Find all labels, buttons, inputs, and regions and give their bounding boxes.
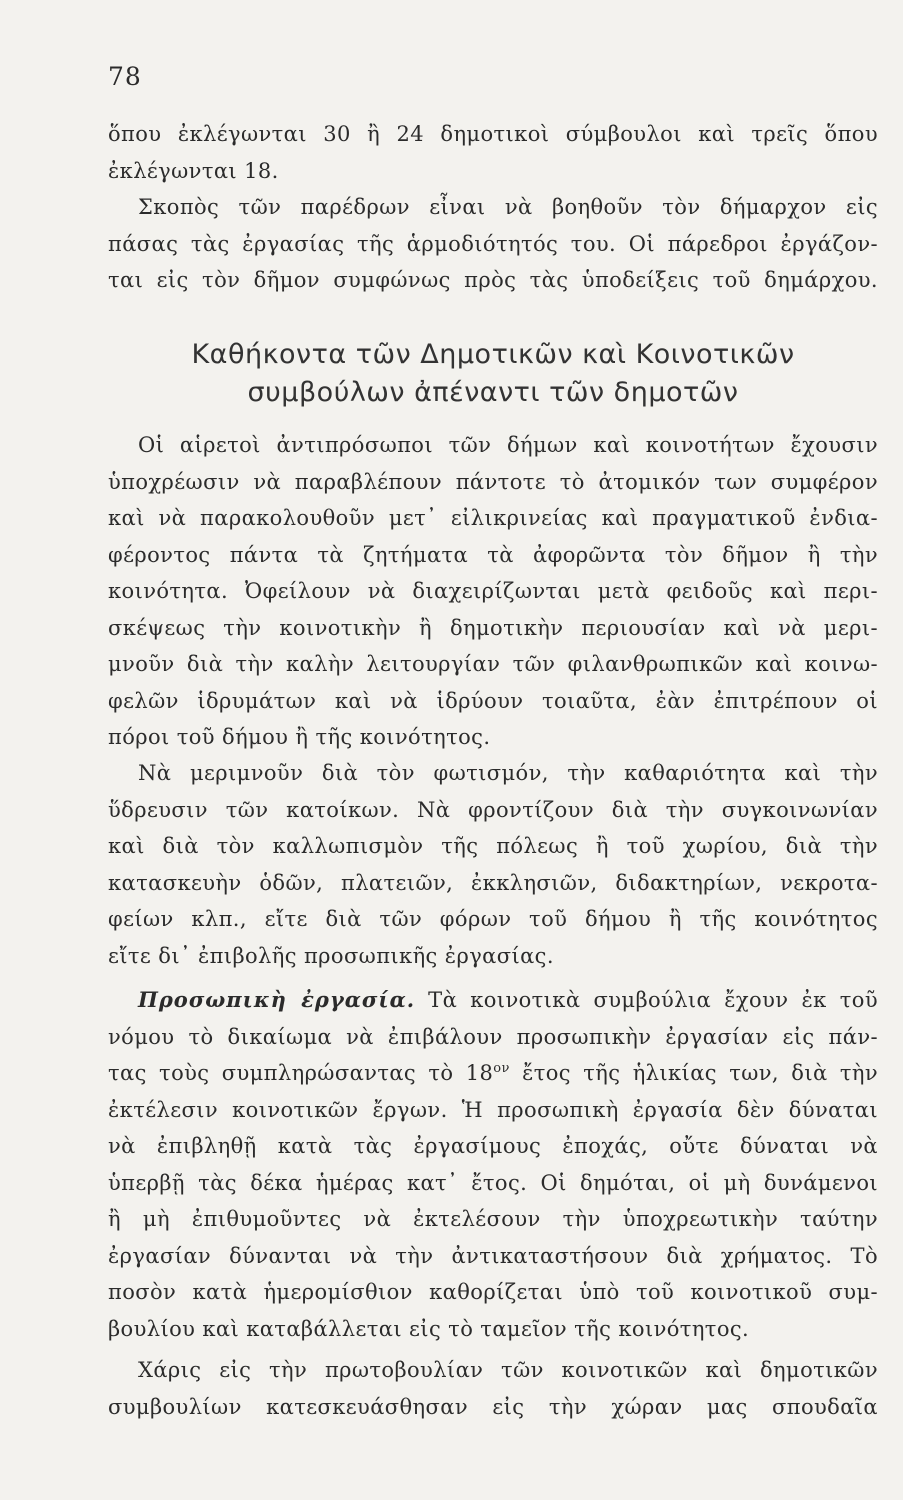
- text-line: ἐκλέγωνται 18.: [108, 158, 279, 183]
- text-line: ται εἰς τὸν δῆμον συμφώνως πρὸς τὰς ὑποδείξεις τοῦ δημάρχου.: [108, 268, 878, 292]
- text-line: φελῶν ἱδρυμάτων καὶ νὰ ἱδρύουν τοιαῦτα, ἐὰν ἐπιτρέπουν οἱ: [108, 688, 878, 713]
- heading-line: συμβούλων ἀπέναντι τῶν δημοτῶν: [247, 377, 739, 408]
- text-line: Νὰ μεριμνοῦν διὰ τὸν φωτισμόν, τὴν καθαριότητα καὶ τὴν: [138, 761, 878, 785]
- text-line: πάσας τὰς ἐργασίας τῆς ἁρμοδιότητός του. Οἱ πάρεδροι ἐργάζον-: [108, 231, 878, 256]
- page-number: 78: [108, 62, 142, 91]
- text-line: ἐκτέλεσιν κοινοτικῶν ἔργων. Ἡ προσωπικὴ ἐργασία δὲν δύναται: [108, 1097, 878, 1122]
- text-line: φέροντος πάντα τὰ ζητήματα τὰ ἀφορῶντα τὸν δῆμον ἢ τὴν: [108, 542, 878, 567]
- text-fragment: τας τοὺς συμπληρώσαντας τὸ 18: [108, 1061, 494, 1085]
- text-fragment: ἔτος τῆς ἡλικίας των, διὰ τὴν: [522, 1061, 879, 1085]
- section-heading: [108, 336, 878, 412]
- paragraph-parhedroi: [108, 189, 878, 299]
- text-line: συμβουλίων κατεσκευάσθησαν εἰς τὴν χώραν μας σπουδαῖα: [108, 1394, 878, 1419]
- inline-title: Προσωπικὴ ἐργασία.: [138, 987, 416, 1012]
- text-line: εἴτε δι᾿ ἐπιβολῆς προσωπικῆς ἐργασίας.: [108, 943, 554, 968]
- text-line: σκέψεως τὴν κοινοτικὴν ἢ δημοτικὴν περιουσίαν καὶ νὰ μερι-: [108, 615, 878, 640]
- text-line: ὅπου ἐκλέγωνται 30 ἢ 24 δημοτικοὶ σύμβουλοι καὶ τρεῖς ὅπου: [108, 122, 878, 146]
- text-line: Οἱ αἱρετοὶ ἀντιπρόσωποι τῶν δήμων καὶ κοινοτήτων ἔχουσιν: [138, 433, 878, 457]
- paragraph-thanks: [108, 1352, 878, 1425]
- text-line: νόμου τὸ δικαίωμα νὰ ἐπιβάλουν προσωπικὴν ἐργασίαν εἰς πάν-: [108, 1024, 878, 1049]
- paragraph-care: [108, 755, 878, 974]
- paragraph-intro: [108, 116, 878, 189]
- text-line: βουλίου καὶ καταβάλλεται εἰς τὸ ταμεῖον τῆς κοινότητος.: [108, 1316, 750, 1341]
- text-line: [108, 1055, 878, 1092]
- text-line: καὶ διὰ τὸν καλλωπισμὸν τῆς πόλεως ἢ τοῦ χωρίου, διὰ τὴν: [108, 834, 878, 858]
- paragraph-personal-labor: [108, 982, 878, 1347]
- text-line: ἐργασίαν δύνανται νὰ τὴν ἀντικαταστήσουν διὰ χρήματος. Τὸ: [108, 1243, 878, 1268]
- text-line: νὰ ἐπιβληθῇ κατὰ τὰς ἐργασίμους ἐποχάς, οὔτε δύναται νὰ: [108, 1134, 878, 1158]
- text-line: πόροι τοῦ δήμου ἢ τῆς κοινότητος.: [108, 725, 491, 749]
- text-line: Σκοπὸς τῶν παρέδρων εἶναι νὰ βοηθοῦν τὸν δήμαρχον εἰς: [138, 195, 878, 219]
- text-line: Χάρις εἰς τὴν πρωτοβουλίαν τῶν κοινοτικῶν καὶ δημοτικῶν: [138, 1358, 878, 1382]
- text-line: καὶ νὰ παρακολουθοῦν μετ᾿ εἰλικρινείας καὶ πραγματικοῦ ἐνδια-: [108, 506, 878, 530]
- text-line: κοινότητα. Ὀφείλουν νὰ διαχειρίζωνται μετὰ φειδοῦς καὶ περι-: [108, 579, 878, 603]
- text-line: φείων κλπ., εἴτε διὰ τῶν φόρων τοῦ δήμου ἢ τῆς κοινότητος: [108, 907, 878, 931]
- text-line: ὑπερβῇ τὰς δέκα ἡμέρας κατ᾿ ἔτος. Οἱ δημόται, οἱ μὴ δυνάμενοι: [108, 1170, 878, 1195]
- text-line: [108, 982, 878, 1019]
- paragraph-duties: [108, 427, 878, 756]
- text-line: ὕδρευσιν τῶν κατοίκων. Νὰ φροντίζουν διὰ τὴν συγκοινωνίαν: [108, 797, 878, 822]
- text-fragment: Τὰ κοινοτικὰ συμβούλια ἔχουν ἐκ τοῦ: [428, 988, 879, 1012]
- ordinal-suffix: ον: [493, 1061, 510, 1076]
- text-line: μνοῦν διὰ τὴν καλὴν λειτουργίαν τῶν φιλανθρωπικῶν καὶ κοινω-: [108, 652, 878, 676]
- text-line: ἢ μὴ ἐπιθυμοῦντες νὰ ἐκτελέσουν τὴν ὑποχρεωτικὴν ταύτην: [108, 1207, 878, 1231]
- text-line: κατασκευὴν ὁδῶν, πλατειῶν, ἐκκλησιῶν, διδακτηρίων, νεκροτα-: [108, 870, 878, 895]
- heading-line: Καθήκοντα τῶν Δημοτικῶν καὶ Κοινοτικῶν: [191, 339, 795, 370]
- text-line: ποσὸν κατὰ ἡμερομίσθιον καθορίζεται ὑπὸ τοῦ κοινοτικοῦ συμ-: [108, 1280, 878, 1304]
- text-line: ὑποχρέωσιν νὰ παραβλέπουν πάντοτε τὸ ἀτομικόν των συμφέρον: [108, 469, 878, 494]
